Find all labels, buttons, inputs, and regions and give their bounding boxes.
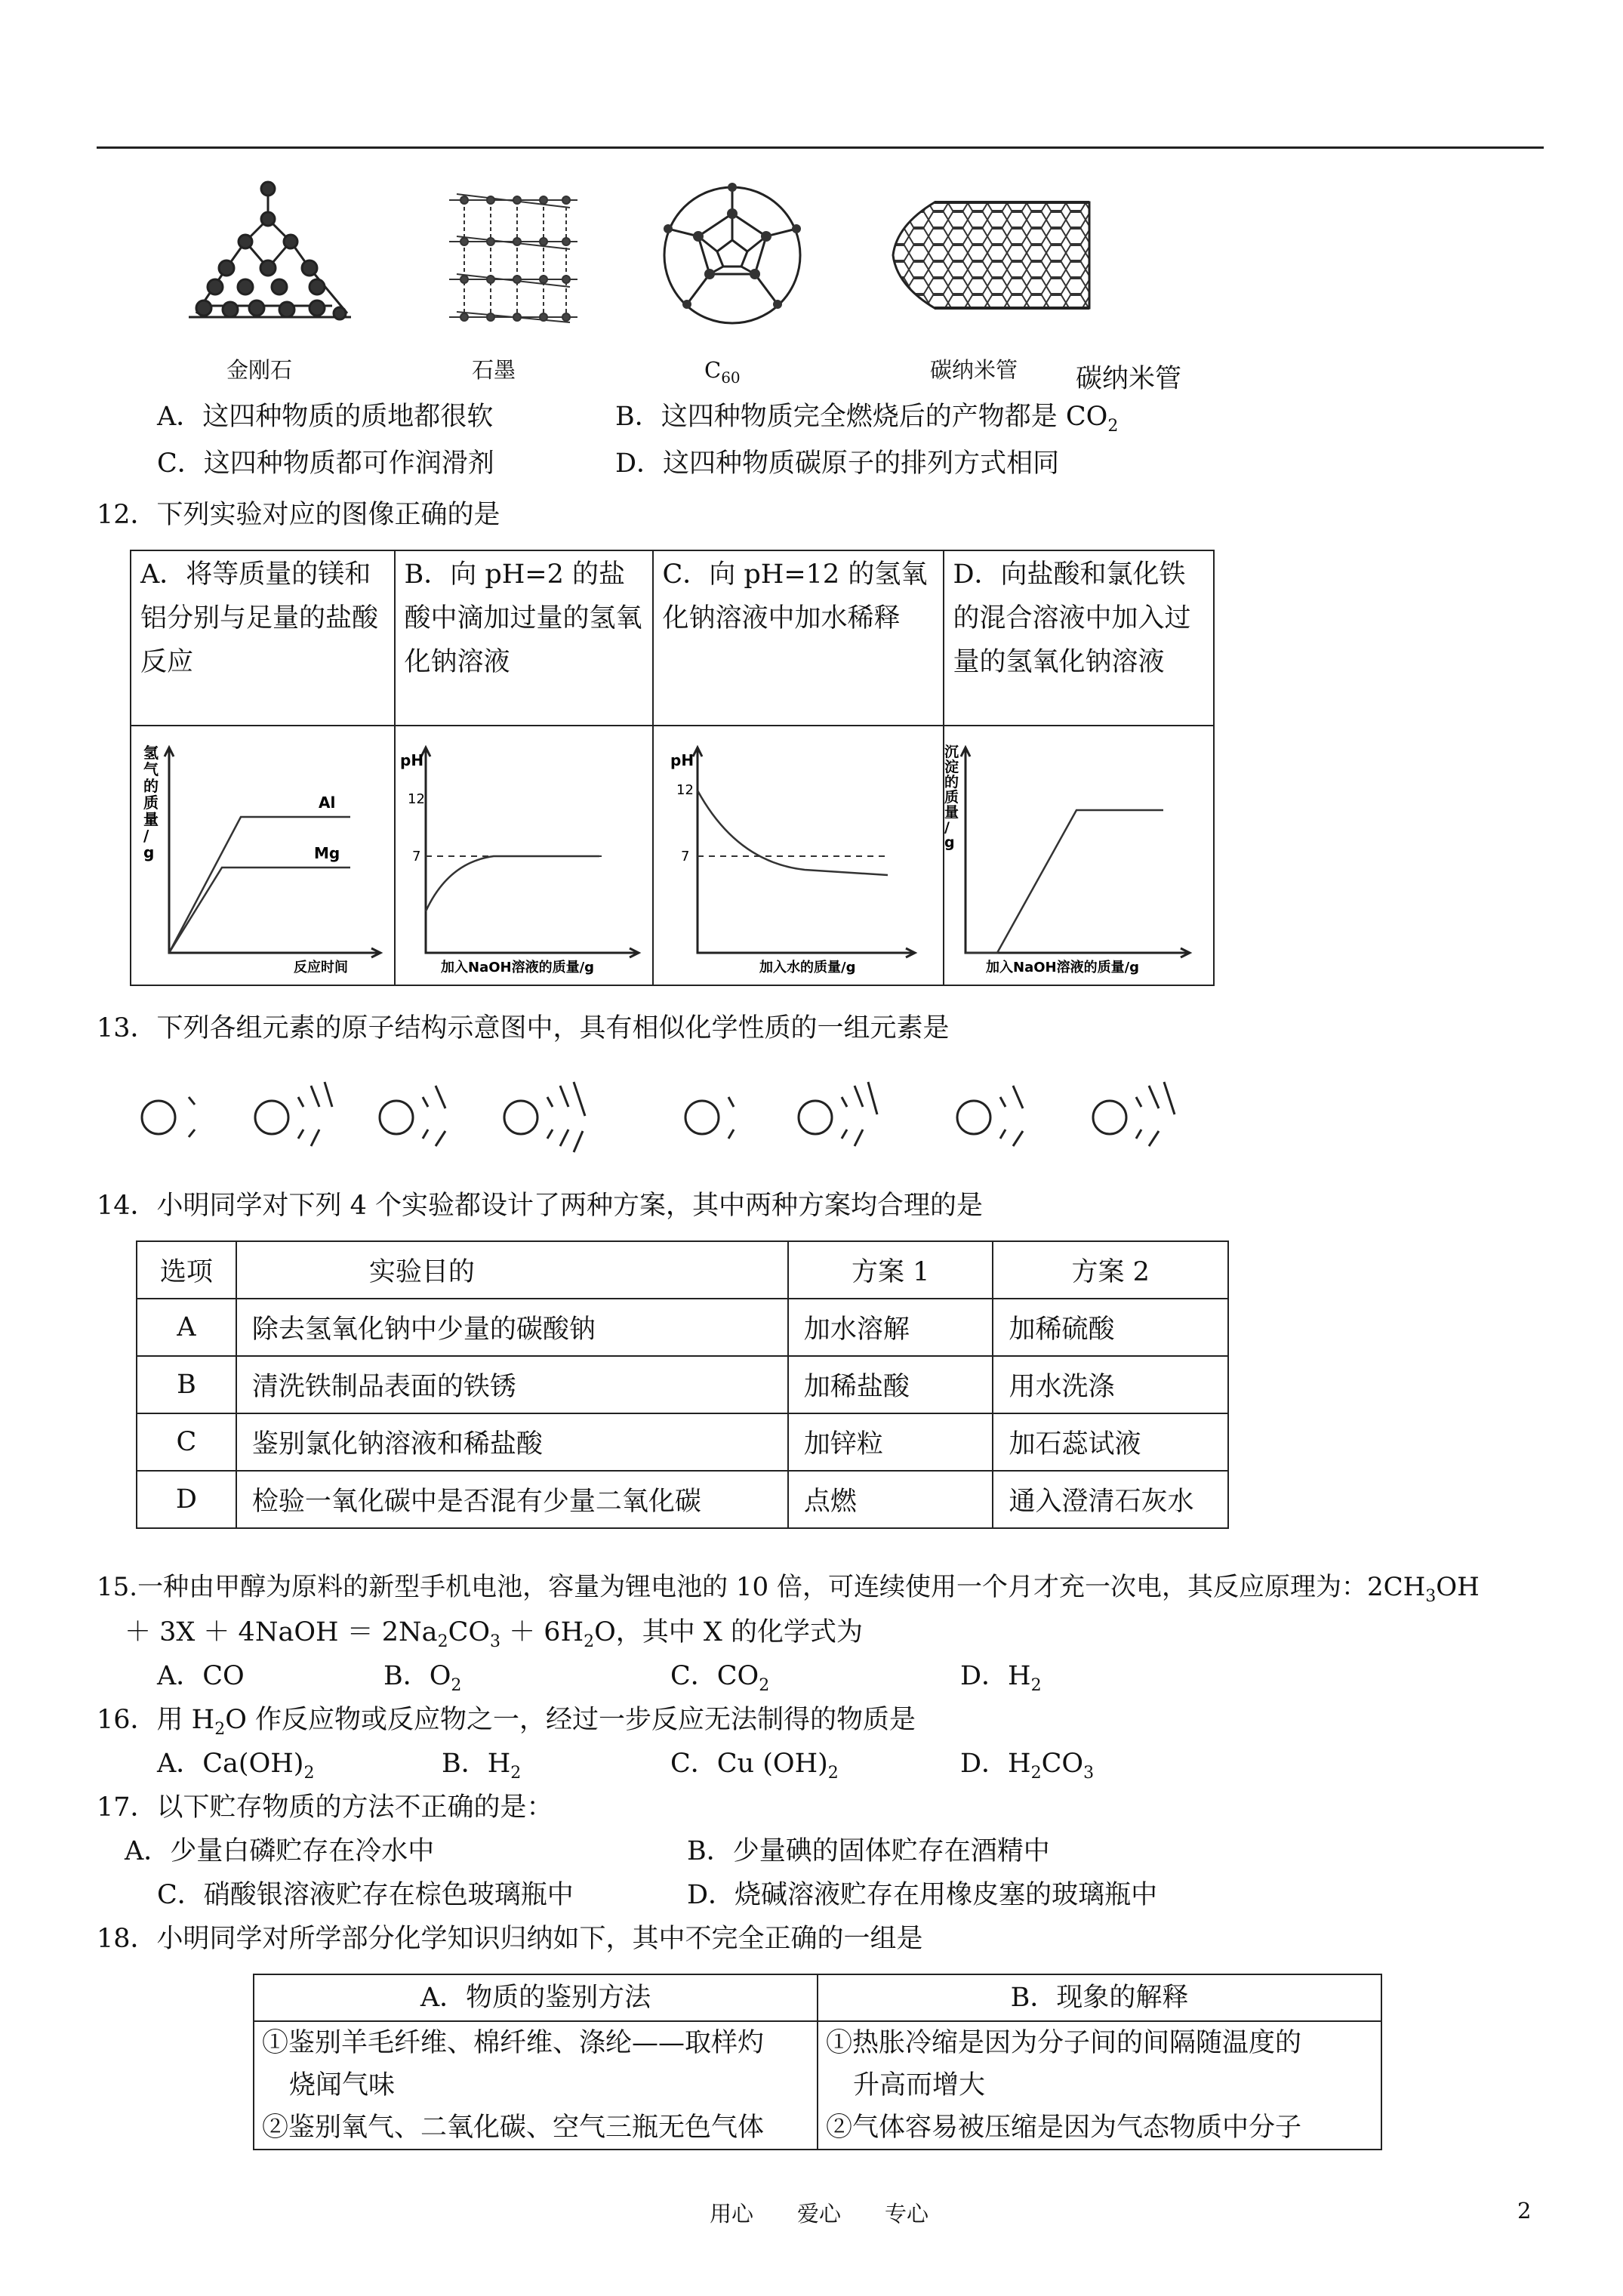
q15-stem: 15.一种由甲醇为原料的新型手机电池，容量为锂电池的 10 倍，可连续使用一个月才充一次电，其反应原理为：$2CH_3OH$	[97, 1572, 1480, 1606]
atom-diagrams	[136, 1071, 1223, 1161]
atom-diagram-6	[799, 1082, 877, 1146]
q11-option-a: A．这四种物质的质地都很软	[157, 402, 494, 432]
q15-equation: ＋ 3X ＋ 4NaOH ＝ $2Na_2CO_3 + 6H_2O$，其中 X 的化学式为	[125, 1617, 863, 1651]
atom-diagram-5	[685, 1097, 734, 1139]
q14-cell: 鉴别氯化钠溶液和稀盐酸	[236, 1413, 788, 1471]
q18-header-b: B．现象的解释	[818, 1974, 1381, 2021]
q12a-ylabel-5: /	[143, 827, 149, 845]
q18-table	[253, 1974, 1382, 2150]
q14-stem: 14．小明同学对下列 4 个实验都设计了两种方案，其中两种方案均合理的是	[97, 1191, 984, 1221]
q17-option-d: D．烧碱溶液贮存在用橡皮塞的玻璃瓶中	[687, 1880, 1158, 1910]
q12-graph-c	[654, 726, 941, 975]
q12-stem: 12．下列实验对应的图像正确的是	[97, 500, 500, 530]
label-nanotube: 碳纳米管	[930, 357, 1018, 383]
q12a-series-mg	[169, 868, 350, 953]
atom-diagram-3	[380, 1086, 445, 1146]
q12-graph-b-cell	[395, 726, 653, 985]
q12d-ylabel-3: 质	[944, 789, 959, 806]
q12c-tick-7: 7	[680, 849, 689, 864]
q14-header-plan1: 方案 1	[788, 1241, 993, 1299]
q12-graph-a-cell	[131, 726, 395, 985]
q12c-ylabel: pH	[670, 751, 694, 769]
q15-option-d: D．$H_2$	[960, 1661, 1042, 1695]
q14-table	[136, 1240, 1229, 1529]
q16-option-d: D．$H_2CO_3$	[960, 1749, 1095, 1783]
q16-stem: 16．用 $H_2O$ 作反应物或反应物之一，经过一步反应无法制得的物质是	[97, 1705, 916, 1739]
q12-graph-c-cell	[653, 726, 944, 985]
diamond-structure-icon	[181, 174, 355, 332]
q14-cell: 加石蕊试液	[993, 1413, 1228, 1471]
q12b-tick-12: 12	[407, 791, 425, 807]
q14-cell: 通入澄清石灰水	[993, 1471, 1228, 1528]
q12a-label-al: Al	[319, 794, 336, 812]
label-diamond: 金刚石	[226, 357, 293, 383]
q18-right-cell	[818, 2021, 1381, 2150]
atom-diagram-7	[957, 1086, 1023, 1146]
header-rule	[97, 146, 1544, 149]
q14-cell: 用水洗涤	[993, 1356, 1228, 1413]
carbon-nanotube-icon	[889, 195, 1093, 316]
q14-cell: 除去氢氧化钠中少量的碳酸钠	[236, 1299, 788, 1356]
q12-cell-b: B．向 pH=2 的盐酸中滴加过量的氢氧化钠溶液	[404, 559, 642, 677]
q14-cell: 加水溶解	[788, 1299, 993, 1356]
label-c60: $C_{60}$	[704, 357, 741, 387]
footer-motto: 用心 爱心 专心	[710, 2201, 929, 2227]
q18-right-line-2: 升高而增大	[853, 2070, 986, 2100]
q12d-ylabel-0: 沉	[944, 744, 959, 760]
label-graphite: 石墨	[472, 357, 516, 383]
q16-option-c: C．Cu $(OH)_2$	[670, 1749, 839, 1783]
q12d-curve	[965, 810, 1163, 953]
q12a-ylabel-6: g	[143, 843, 155, 861]
q18-left-line-3: ②鉴别氧气、二氧化碳、空气三瓶无色气体	[262, 2113, 765, 2143]
page-number: 2	[1517, 2198, 1532, 2224]
q12b-curve	[426, 856, 599, 911]
q12-cell-a: A．将等质量的镁和铝分别与足量的盐酸反应	[140, 559, 379, 677]
q14-cell: 检验一氧化碳中是否混有少量二氧化碳	[236, 1471, 788, 1528]
q12a-ylabel-0: 氢	[143, 744, 159, 762]
q12c-xlabel: 加入水的质量/g	[759, 960, 855, 975]
q12-graph-b	[396, 726, 652, 975]
q14-cell: 加稀盐酸	[788, 1356, 993, 1413]
q14-cell: 加锌粒	[788, 1413, 993, 1471]
q12a-ylabel-4: 量	[143, 810, 159, 828]
c60-structure-icon	[657, 180, 808, 331]
table-row	[137, 1413, 1228, 1471]
q14-cell: 清洗铁制品表面的铁锈	[236, 1356, 788, 1413]
q12-graph-a	[131, 726, 388, 975]
q12d-ylabel-4: 量	[944, 804, 959, 821]
q12b-ylabel: pH	[399, 751, 423, 769]
q12a-ylabel-1: 气	[143, 760, 159, 778]
graphite-structure-icon	[442, 185, 585, 328]
q12-cell-c: C．向 pH=12 的氢氧化钠溶液中加水稀释	[662, 559, 928, 633]
q18-header-a: A．物质的鉴别方法	[254, 1974, 818, 2021]
q14-header-purpose: 实验目的	[236, 1241, 788, 1299]
q15-option-a: A．CO	[157, 1661, 245, 1691]
q12d-ylabel-2: 的	[944, 774, 959, 791]
atom-diagram-8	[1093, 1082, 1175, 1146]
q18-left-line-1: ①鉴别羊毛纤维、棉纤维、涤纶——取样灼	[262, 2028, 765, 2058]
q12d-xlabel: 加入NaOH溶液的质量/g	[985, 960, 1139, 975]
q17-option-a: A．少量白磷贮存在冷水中	[125, 1836, 435, 1866]
atom-diagram-1	[142, 1097, 195, 1137]
q17-stem: 17．以下贮存物质的方法不正确的是：	[97, 1792, 553, 1823]
q15-option-b: B．$O_2$	[383, 1661, 462, 1695]
atom-diagram-4	[504, 1082, 585, 1152]
q12a-label-mg: Mg	[314, 844, 340, 862]
q12d-ylabel-6: g	[944, 834, 955, 851]
q18-right-line-3: ②气体容易被压缩是因为气态物质中分子	[826, 2113, 1302, 2143]
q12a-series-al	[169, 817, 350, 953]
q12b-tick-7: 7	[411, 849, 420, 864]
q12d-ylabel-1: 淀	[944, 759, 959, 775]
q12-table	[130, 550, 1215, 986]
q12c-curve	[698, 791, 888, 875]
q14-cell: 点燃	[788, 1471, 993, 1528]
q12c-tick-12: 12	[676, 782, 694, 798]
q12d-ylabel-5: /	[944, 819, 950, 836]
q14-cell: B	[137, 1356, 236, 1413]
q14-cell: 加稀硫酸	[993, 1299, 1228, 1356]
q12-cell-d: D．向盐酸和氯化铁的混合溶液中加入过量的氢氧化钠溶液	[953, 559, 1191, 677]
q15-option-c: C．$CO_2$	[670, 1661, 770, 1695]
q12a-ylabel-3: 质	[143, 794, 159, 812]
q12-graph-d-cell	[944, 726, 1215, 985]
q16-option-b: B．$H_2$	[442, 1749, 522, 1783]
q16-option-a: A．$Ca(OH)_2$	[157, 1749, 315, 1783]
q14-header-plan2: 方案 2	[993, 1241, 1228, 1299]
q14-header-option: 选项	[137, 1241, 236, 1299]
atom-diagram-2	[255, 1082, 332, 1146]
q18-left-cell	[254, 2021, 818, 2150]
q14-cell: C	[137, 1413, 236, 1471]
table-row	[137, 1356, 1228, 1413]
q12-graph-d	[944, 726, 1212, 975]
q18-stem: 18．小明同学对所学部分化学知识归纳如下，其中不完全正确的一组是	[97, 1924, 923, 1954]
q12a-xlabel: 反应时间	[294, 960, 348, 975]
q12b-xlabel: 加入NaOH溶液的质量/g	[440, 960, 594, 975]
q14-cell: D	[137, 1471, 236, 1528]
q14-cell: A	[137, 1299, 236, 1356]
q17-option-b: B．少量碘的固体贮存在酒精中	[687, 1836, 1050, 1866]
q11-option-d: D．这四种物质碳原子的排列方式相同	[615, 448, 1060, 479]
q11-option-b: B．这四种物质完全燃烧后的产物都是 $CO_2$	[615, 402, 1119, 436]
q18-left-line-2: 烧闻气味	[289, 2070, 396, 2100]
q17-option-c: C．硝酸银溶液贮存在棕色玻璃瓶中	[157, 1880, 574, 1910]
label-nanotube-extra: 碳纳米管	[1076, 364, 1182, 394]
q12a-ylabel-2: 的	[143, 777, 159, 795]
table-row	[137, 1299, 1228, 1356]
q11-option-c: C．这四种物质都可作润滑剂	[157, 448, 494, 479]
q13-stem: 13．下列各组元素的原子结构示意图中，具有相似化学性质的一组元素是	[97, 1013, 950, 1043]
table-row	[137, 1471, 1228, 1528]
q18-right-line-1: ①热胀冷缩是因为分子间的间隔随温度的	[826, 2028, 1302, 2058]
